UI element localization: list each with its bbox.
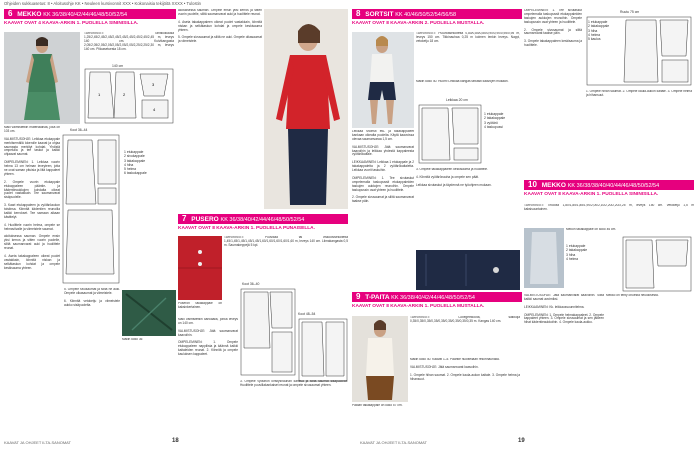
section-7-step-2: 3. Ompele vyötärön kiristysnauhan kanava ja silitä saumat sisäpuolelle. Huolittele puuvillakankaiset reunat ja ompele sivusaumat yhteen. (240, 380, 348, 387)
section-7-body-2 (240, 380, 348, 436)
footer-right: KAAVAT JA OHJEET ILTA-SANOMAT (360, 440, 427, 445)
section-8-instructions: VALMISTUSOHJE: Jätä saumanvarat kaavoihin ja leikkaa yhdestä kappaleesta vyötärökaitale. (352, 144, 414, 157)
section-8-detail-photo (416, 250, 520, 290)
section-8-photo (352, 32, 414, 128)
section-7 (178, 214, 348, 232)
section-8-header (352, 9, 522, 19)
section-10-steps: OMPELEMINEN: 1. Ompele helmakappaleet. 2. Ompele kappaleet yhteen. 3. Ompele sivusaumat ja sen jälkeen hihat kädentieaukkoihin. 4. Ompele kaula-aukko. (524, 312, 604, 325)
section-6-note: Malli valmistettiin materiaalista, joka on 103 cm. (4, 126, 60, 133)
section-6-step-4: 4. Huolittele vuorin helma, ompele se helmaviivalle ja viimeistele saumat. (4, 222, 60, 231)
section-9 (352, 292, 522, 310)
section-8-step-1: OMPELEMINEN: 1. Tee sivutaskut ompelemalla taskupussit etukappaleiden taskujen aukkojen reunoihin. Ompele taskupussin osat yhteen ja huolittele. (352, 175, 414, 192)
legend-item: 4 hiha (124, 162, 134, 167)
section-6-step-2: 2. Ompele vuorin etukappale etukappaleen pääntie- ja kädentieaukkojen kohdalta oikeat puolet vastakkain. Tee saumanvarat sisäpuolelle. (4, 179, 60, 200)
legend-item: 3 hiha (588, 28, 598, 33)
section-10-code: KK 36/38/38/40/40/44/46/48/50/52/54 (567, 183, 660, 189)
legend-item: 1 etukappale (588, 20, 608, 24)
footer-left: KAAVAT JA OHJEET ILTA-SANOMAT (4, 440, 71, 445)
section-7-title: PUSERO (191, 216, 219, 223)
section-10-body (524, 294, 604, 436)
section-8-note: Mallin koko 40. Huom! Leikkaa kangas tarkasti kaavojen mukaan. (416, 80, 509, 83)
breadcrumb: Ohjeiden sukkuasetus: 8 • Aloitusohje KK • Neuleen kursivonnit XXX • Kokonaisia tekijöitä XXXX • Tulostin (4, 1, 201, 6)
section-7-continued-3: 5. Ompele sivusaumat ja silitä ne auki. Ompele olkasaumat ja viimeistele. (178, 35, 262, 44)
legend-item: 1 etukappale (124, 150, 144, 154)
section-6-detail-photo (122, 290, 176, 336)
section-9-body (410, 358, 520, 436)
section-6-cutting-layout (84, 68, 174, 124)
section-9-number: 9 (356, 292, 361, 301)
section-7-caption: Puseron takakappale on kaksinkertainen. (178, 302, 222, 309)
section-7-materials: TARVIKKEET: Puuvillaa tai viskoosisekoitetta 1,45/1,45/1,45/1,45/1,45/1,60/1,60/1,60/1,60/1,60 m, leveys 140 cm. Liimakangasta 0,5 m. Saumakeppejä 5 kpl. (224, 236, 348, 247)
section-6-subtitle: KAAVAT OVAT 4 KAAVA-ARKIN 1. PUOLELLA SININISILLÄ. (4, 21, 139, 26)
section-7-body (178, 318, 238, 436)
section-8-materials: TARVIKKEET: Puuvillasekoitetta 0,80/0,85/0,85/0,90/0,90/0,95/0,95 m, leveys 150 cm. Tikkinauhaa 0,25 m kolmen lenkin leveys. Nappi, vetoketju 18 cm. (416, 32, 520, 43)
legend-item: 3 takakappale (124, 158, 146, 163)
section-7-layout (240, 288, 296, 376)
section-10-number: 10 (528, 180, 537, 189)
section-6-legend (124, 150, 147, 176)
section-8-leikkaaminen: LEIKKAAMINEN: Leikkaa 1 etukappale ja 2 takakappaletta ja 2 vyötärökaitaletta. Leikkaa vuorit taskuihin. (352, 160, 414, 173)
section-8-legend (484, 112, 505, 129)
svg-text:3: 3 (152, 82, 155, 87)
section-8-cont-1: OMPELEMINEN: 1. Tee sivutaskut ompelemalla taskupussit etukappaleiden taskujen aukkojen reunoihin. Ompele taskupussin osat yhteen ja huolittele. (524, 9, 582, 24)
section-7-size-label: Koot 36–40 (242, 282, 260, 286)
section-10-legend (588, 20, 609, 41)
section-8-size-label: Leikkaa 20 cm (446, 98, 468, 102)
section-6-photo (4, 32, 80, 124)
section-8-cutting: Leikkaa shortsit etu- ja takakappaleet kankaan oikealta puolelta. Käytä kaavoissa olevaa saumanvaraa 1,5 cm. (352, 130, 414, 141)
legend-item: 1 etukappale (484, 112, 504, 116)
section-8-subtitle: KAAVAT OVAT 8 KAAVA-ARKIN 2. PUOLELLA MUSTALLA. (352, 21, 485, 26)
section-6-header (4, 9, 176, 19)
section-6-diagram-label: Koot 36–44 (70, 128, 88, 132)
section-9-cont: 1. Ompele hihan saumat. 2. Ompele kaula-aukon kaitale. 3. Ompele helma ja hihansuut. (586, 90, 692, 97)
section-6-step-5: aloituksessa sauman. Ompele ensin yksi kerros ja sitten vuorin puolelle, silitä saumanvarat auki ja huolittele reunat. (4, 234, 60, 251)
section-6-step-8: 6. Kiinnitä vetoketju ja viimeistele aukko sisäpuolelta. (64, 298, 120, 307)
section-9-header (352, 292, 522, 302)
section-6-step-1: OMPELEMINEN: 1. Leikkaa vuorin helma 13 cm helman leveyteen, jotta ne ovat saman pituisia ja liitä kappaleet yhteen. (4, 160, 60, 176)
svg-text:1: 1 (98, 92, 101, 97)
section-8-step-3: 3. Ompele takakappaleen keskisauma ja huolittele. (416, 168, 488, 171)
svg-text:2: 2 (123, 92, 126, 97)
section-10-legend-2 (566, 244, 587, 261)
legend-item: 2 sivukappale (124, 154, 145, 159)
legend-item: 2 takakappale (566, 248, 588, 253)
legend-item: 1 etukappale (566, 244, 586, 248)
page-number-right: 19 (518, 438, 525, 444)
section-7-continued-1: aloituksessa sauman. Ompele ensin yksi kerros ja sitten vuorin puolelle, silitä saumanvarat auki ja huolittele reunat. (178, 9, 262, 16)
section-10-title: MEKKO (541, 182, 566, 189)
legend-item: 5 kaulus (588, 37, 601, 42)
section-6-caption: Mallin koko 36 (122, 338, 143, 341)
section-6-step-6: 4. Aseta takakappaleen oikeat puolet vastakkain, kiinnitä niskan ja selkätaskun kohdat ja ompele keskisauma yhteen. (4, 253, 60, 270)
legend-item: 5 helma (124, 167, 137, 172)
section-9-note: Mallin koko 40. Kaavat 1–5. Pääntie huolitellaan resorinauhalla. (410, 358, 500, 361)
section-8-layout (418, 104, 482, 164)
section-9-title: T-PAITA (365, 294, 390, 301)
legend-item: 3 vyötärö (484, 120, 498, 125)
section-10-instructions: VALMISTUSOHJE: Jätä saumanvarat kaavoihin. Silitä kaikki saumat avoimiksi. (524, 294, 604, 301)
section-10-size-label: Ruutu 75 cm (620, 10, 640, 14)
svg-text:4: 4 (153, 107, 156, 112)
section-6-size-label: 140 cm (112, 64, 124, 68)
section-9-caption: Paidan takakappale on koko 57 cm. (352, 404, 403, 407)
section-6-body-1 (4, 126, 60, 436)
section-6-number: 6 (8, 9, 13, 18)
section-10-photo (524, 228, 564, 288)
section-10-caption: Mekko on tehty ohuesta neuloksesta. (606, 294, 659, 297)
section-9-code: KK 36/38/40/42/44/46/48/50/52/54 (391, 295, 475, 301)
section-7-detail-photo (178, 236, 222, 300)
section-8-body (416, 168, 520, 248)
legend-item: 4 taskupussi (484, 124, 503, 129)
section-6-step-3: 3. Kaari etukappaleen ja vyötäröaukon toisiinsa. Kiinnitä kädentien reunoilla kaikki kerrokset. Tee samaan aikaan käsittelyt. (4, 203, 60, 219)
legend-item: 2 takakappale (484, 116, 506, 121)
section-7-photo (264, 9, 348, 209)
section-6-layout-2 (62, 134, 120, 284)
section-7-top-text (178, 9, 262, 209)
section-6-instructions: VALMISTUSOHJE: Leikkaa etukappale merkitsemällä lokerolle kaavat ja ohjaa saumasta merkityt kohdat. Yhdistä ompelulla ja tee taskut ja kaikki ohjaavat saumat. (4, 136, 60, 157)
section-7-instructions: VALMISTUSOHJE: Jätä saumanvarat kaavoihin. (178, 328, 238, 337)
legend-item: 4 helma (588, 32, 601, 37)
legend-item: 3 hiha (566, 252, 576, 257)
right-column-text-2 (586, 90, 692, 130)
section-6-materials: TARVIKKEET: Tähtikolkausa 1,25/2,45/2,45/2,45/2,45/2,45/2,45/2,45/2,45/2,45 m, leveys 140 cm. Kuivikangasta 2,05/2,05/2,05/2,05/2,05/2,05/2,05/2,25/2,25/2,30 m, leveys 140 cm. Piiloasetuesta 18 cm. (84, 32, 174, 51)
section-9-photo (352, 316, 408, 402)
legend-item: 2 takakappale (588, 24, 610, 29)
section-10-subtitle: KAAVAT OVAT 8 KAAVA-ARKIN 1. PUOLELLA SININISILLÄ. (524, 192, 659, 197)
section-10-materials: TARVIKKEET: Trikoota 1,80/1,85/1,85/1,90/2,00/2,10/2,20/2,20/2,25 m, leveys 150 cm. Vetoketju 1,5 m kaksisuuntainen. (524, 204, 694, 211)
section-6-code: KK 36/38/40/42/44/46/48/50/52/54 (43, 12, 128, 18)
section-8-caption: Leikkaa sivutaskut ja täydennä ne työohjeen mukaan. (416, 182, 492, 187)
section-10-body-2 (606, 294, 692, 436)
section-6-title: MEKKO (17, 11, 42, 18)
section-8-step-4: 4. Kiinnitä vyötärönauha ja ompele sen päät. (416, 174, 479, 179)
section-7-step-1: OMPELEMINEN: 1. Ompele etukappaleen nappilista ja käännä kaikki kaitaleiden reunat. 2. Kiinnitä ja ompele kauluksen kappaleet. (178, 340, 238, 357)
section-7-header (178, 214, 348, 224)
section-10 (524, 180, 694, 198)
section-8-title: SORTSIT (365, 11, 394, 18)
section-7-code: KK 36/38/40/42/44/46/48/50/52/54 (220, 217, 305, 223)
section-8-cont-2: 2. Ompele sivusaumat ja silitä saumanvarat taakse päin. (524, 27, 582, 36)
section-9-subtitle: KAAVAT OVAT 8 KAAVA-ARKIN 1. PUOLELLA MUSTALLA. (352, 304, 485, 309)
legend-item: 4 helma (566, 256, 579, 261)
section-6 (4, 9, 176, 27)
section-9-instructions: VALMISTUSOHJE: Jätä saumanvarat kaavoihin. (410, 364, 479, 369)
section-10-layout-2 (622, 236, 692, 292)
section-10-note: Mekon takakappale on koko 46 cm. (566, 228, 617, 231)
section-7-note: Malli valmistettiin kankaalla, jonka leveys on 140 cm. (178, 318, 238, 325)
section-6-step-7: 5. Ompele sivusaumat ja silitä ne auki. Ompele olkasaumat ja viimeistele. (64, 288, 120, 295)
section-9-steps: 1. Ompele hihan saumat. 2. Ompele kaula-aukon kaitale. 3. Ompele helma ja hihansuut. (410, 372, 520, 381)
section-8-cont-3: 3. Ompele takakappaleen keskisauma ja huolittele. (524, 39, 582, 48)
section-8-number: 8 (356, 9, 361, 18)
section-8-code: KK 40/46/50/52/54/56/58 (395, 12, 457, 18)
right-column-text (524, 9, 582, 179)
section-10-leikkaaminen: LEIKKAAMINEN: Kk. leikkaussuunnitelma. (524, 304, 585, 309)
section-7-size-label-2: Koot 48–54 (298, 312, 316, 316)
section-8-step-2: 2. Ompele sivusaumat ja silitä saumanvarat taakse päin. (352, 195, 414, 204)
section-7-subtitle: KAAVAT OVAT 8 KAAVA-ARKIN 1. PUOLELLA PUNAISELLA. (178, 226, 315, 231)
section-7-continued-2: 4. Aseta takakappaleen oikeat puolet vastakkain, kiinnitä niskan ja selkätaskun kohdat ja ompele keskisauma yhteen. (178, 19, 262, 32)
legend-item: 6 taskukappale (124, 171, 147, 176)
section-8 (352, 9, 522, 27)
section-6-body-2 (64, 288, 120, 436)
section-7-number: 7 (182, 214, 187, 223)
section-7-layout-2 (298, 318, 348, 382)
section-10-header (524, 180, 694, 190)
page-number-left: 18 (172, 438, 179, 444)
section-9-materials: TARVIKKEET: Collegetrikoota, saikkoja 0,35/0,35/0,35/0,35/0,35/0,35/0,35/0,35/0,35 m. Kangas 140 cm. (410, 316, 520, 323)
